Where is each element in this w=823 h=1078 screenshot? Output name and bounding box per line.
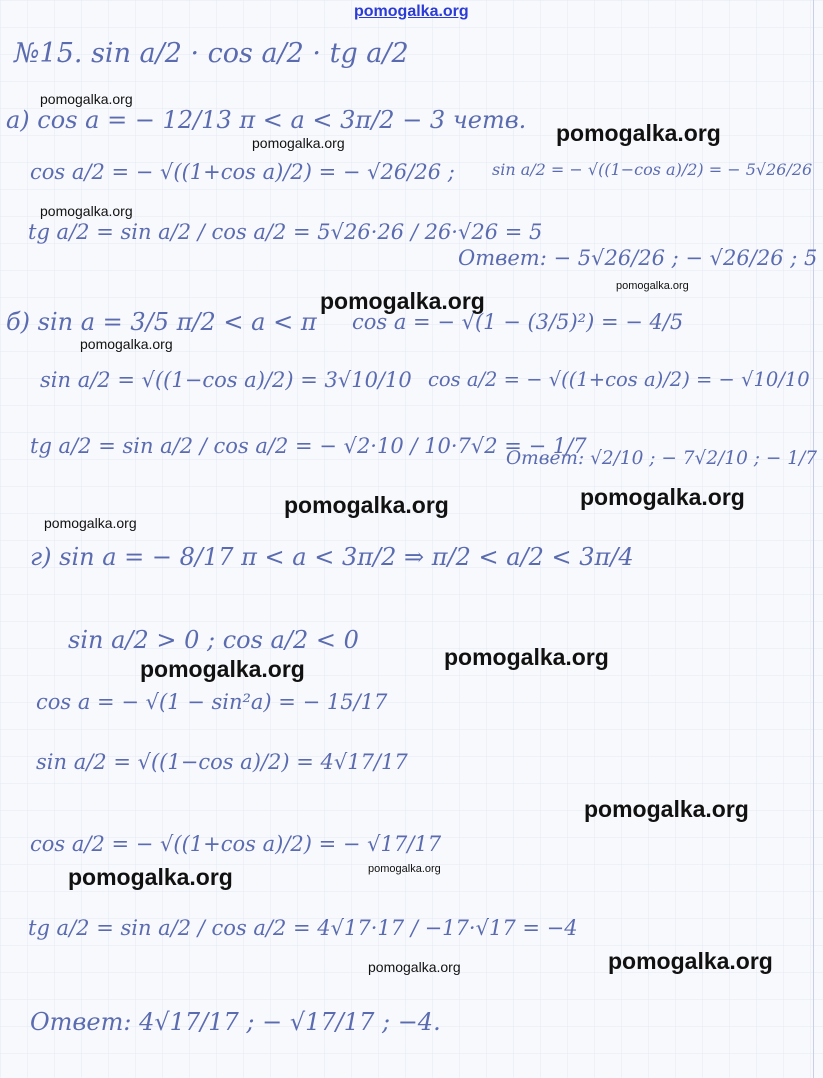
watermark: pomogalka.org bbox=[608, 948, 773, 974]
watermark: pomogalka.org bbox=[368, 863, 441, 875]
part-a-given: а) cos a = − 12/13 π < a < 3π/2 − 3 четв. bbox=[6, 106, 527, 134]
part-b-answer: Ответ: √2/10 ; − 7√2/10 ; − 1/7 bbox=[506, 448, 818, 469]
problem-title: №15. sin a/2 · cos a/2 · tg a/2 bbox=[14, 38, 409, 69]
part-g-half-sin: sin a/2 = √((1−cos a)/2) = 4√17/17 bbox=[36, 750, 408, 774]
watermark: pomogalka.org bbox=[580, 484, 745, 510]
part-b-tg: tg a/2 = sin a/2 / cos a/2 = − √2·10 / 10·7√2 = − 1/7 bbox=[30, 434, 587, 458]
watermark: pomogalka.org bbox=[44, 515, 137, 531]
watermark: pomogalka.org bbox=[80, 336, 173, 352]
watermark: pomogalka.org bbox=[40, 91, 133, 107]
part-b-half-cos: cos a/2 = − √((1+cos a)/2) = − √10/10 bbox=[428, 368, 810, 391]
part-g-given: г) sin a = − 8/17 π < a < 3π/2 ⇒ π/2 < a/2 < 3π/4 bbox=[30, 543, 634, 571]
watermark: pomogalka.org bbox=[140, 656, 305, 682]
site-header-link[interactable]: pomogalka.org bbox=[354, 3, 469, 20]
part-g-cos: cos a = − √(1 − sin²a) = − 15/17 bbox=[36, 690, 388, 714]
part-g-answer: Ответ: 4√17/17 ; − √17/17 ; −4. bbox=[30, 1008, 441, 1036]
part-b-given: б) sin a = 3/5 π/2 < a < π bbox=[6, 308, 317, 336]
part-g-signs: sin a/2 > 0 ; cos a/2 < 0 bbox=[68, 626, 359, 654]
watermark: pomogalka.org bbox=[556, 120, 721, 146]
part-a-half-sin: sin a/2 = − √((1−cos a)/2) = − 5√26/26 bbox=[492, 160, 813, 179]
watermark: pomogalka.org bbox=[252, 135, 345, 151]
watermark: pomogalka.org bbox=[284, 492, 449, 518]
watermark: pomogalka.org bbox=[584, 796, 749, 822]
part-a-answer: Ответ: − 5√26/26 ; − √26/26 ; 5 bbox=[458, 246, 818, 270]
watermark: pomogalka.org bbox=[444, 644, 609, 670]
watermark: pomogalka.org bbox=[616, 280, 689, 292]
part-a-half-cos: cos a/2 = − √((1+cos a)/2) = − √26/26 ; bbox=[30, 160, 455, 184]
watermark: pomogalka.org bbox=[320, 288, 485, 314]
part-g-tg: tg a/2 = sin a/2 / cos a/2 = 4√17·17 / −17·√17 = −4 bbox=[28, 916, 578, 940]
watermark: pomogalka.org bbox=[68, 864, 233, 890]
margin-line bbox=[813, 0, 814, 1078]
watermark: pomogalka.org bbox=[40, 203, 133, 219]
part-g-half-cos: cos a/2 = − √((1+cos a)/2) = − √17/17 bbox=[30, 832, 442, 856]
watermark: pomogalka.org bbox=[368, 959, 461, 975]
part-a-tg: tg a/2 = sin a/2 / cos a/2 = 5√26·26 / 26·√26 = 5 bbox=[28, 220, 543, 244]
part-b-cos: cos a = − √(1 − (3/5)²) = − 4/5 bbox=[352, 310, 684, 334]
part-b-half-sin: sin a/2 = √((1−cos a)/2) = 3√10/10 bbox=[40, 368, 412, 392]
